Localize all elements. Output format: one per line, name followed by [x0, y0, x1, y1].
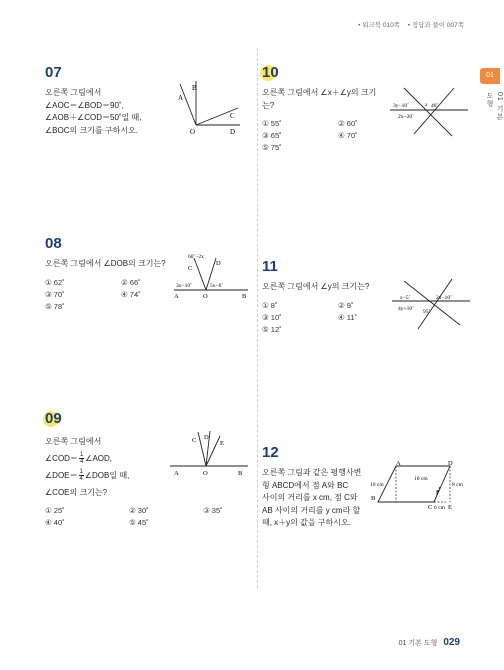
frac-num: 1	[79, 469, 83, 476]
frac-num: 1	[79, 452, 84, 459]
text-line: 오른쪽 그림에서 ∠x＋∠y의 크기	[262, 88, 377, 97]
text-line: 오른쪽 그림과 같은 평행사변	[262, 468, 362, 477]
angle-a: x−5˚	[400, 295, 411, 301]
label-A: A	[174, 470, 179, 477]
text-line: 는?	[262, 100, 275, 110]
label-B: B	[242, 293, 247, 300]
text-line: 오른쪽 그림에서 ∠y의 크기는?	[262, 282, 370, 291]
angle-b: 2x−10˚	[436, 295, 452, 301]
text-segment: ∠DOB일 때,	[84, 471, 130, 480]
length-label: 8 cm	[452, 482, 463, 488]
choice[interactable]: ② 30˚	[129, 506, 149, 515]
problem-number: 12	[262, 444, 279, 461]
label-B: B	[192, 84, 197, 92]
length-label: 10 cm	[370, 482, 384, 488]
choice[interactable]: ④ 74˚	[121, 289, 141, 299]
choice[interactable]: ② 66˚	[121, 277, 141, 287]
figure-11-lines	[390, 275, 472, 333]
label-E: E	[448, 504, 452, 511]
text-line: ∠AOB＋∠COD＝50˚일 때,	[45, 113, 142, 122]
choice[interactable]: ④ 11˚	[338, 312, 358, 322]
side-tab-number: 01	[480, 68, 500, 84]
page-footer	[399, 637, 460, 648]
text-line: 형 ABCD에서 점 A와 BC	[262, 480, 349, 490]
choice[interactable]: ② 9˚	[338, 300, 354, 310]
problem-text	[45, 87, 141, 137]
choice[interactable]: ④ 70˚	[338, 131, 358, 140]
text-line: ∠BOC의 크기를 구하시오.	[45, 125, 138, 135]
text-line: 오른쪽 그림에서 ∠DOB의 크기는?	[45, 259, 166, 268]
label-C: C	[188, 265, 193, 272]
label-E: E	[220, 440, 224, 447]
choice[interactable]: ① 62˚	[45, 277, 65, 287]
label-O: O	[203, 470, 208, 477]
text-segment: ∠DOE＝	[45, 471, 78, 480]
label-C: C	[428, 504, 433, 511]
label-D: D	[204, 434, 209, 441]
text-segment: ∠COD＝	[45, 454, 78, 463]
choice[interactable]: ④ 40˚	[45, 518, 65, 527]
figure-09-rays	[168, 428, 252, 478]
label-A: A	[178, 94, 184, 102]
angle-b: x	[425, 102, 428, 108]
problem-number: 11	[262, 258, 278, 275]
choice[interactable]: ① 25˚	[45, 506, 65, 515]
angle-d: 95˚	[423, 309, 431, 315]
column-divider	[257, 48, 258, 588]
figure-07-rays	[168, 78, 248, 140]
page-number: 029	[443, 637, 460, 648]
choice[interactable]: ① 55˚	[262, 119, 282, 128]
choice[interactable]: ⑤ 12˚	[262, 324, 282, 334]
text-line: 때, x＋y의 값을 구하시오.	[262, 518, 351, 527]
label-C: C	[192, 437, 197, 444]
choice[interactable]: ⑤ 45˚	[129, 518, 149, 527]
figure-10-lines	[388, 84, 470, 138]
text-line: AB 사이의 거리를 y cm라 할	[262, 505, 361, 515]
angle-c: 40˚	[431, 103, 439, 109]
label-F: F	[436, 489, 440, 496]
angle-top: 60˚−2x	[188, 254, 204, 260]
choice[interactable]: ③ 10˚	[262, 312, 282, 322]
problem-text	[262, 467, 361, 530]
side-tab-section: 01 기본 도형	[486, 92, 503, 121]
choice[interactable]: ③ 35˚	[203, 506, 223, 515]
choice[interactable]: ⑤ 75˚	[262, 143, 282, 152]
label-A: A	[174, 293, 179, 300]
label-B: B	[371, 495, 376, 502]
choice[interactable]: ③ 70˚	[45, 289, 65, 299]
figure-12-parallelogram	[370, 458, 470, 518]
choice[interactable]: ③ 65˚	[262, 131, 282, 140]
text-line: 사이의 거리를 x cm, 점 C와	[262, 493, 358, 502]
problem-number: 10	[262, 64, 279, 81]
label-O: O	[203, 293, 208, 300]
angle-a: 3y−10˚	[393, 103, 409, 109]
frac-den: 4	[79, 476, 83, 483]
label-B: B	[238, 470, 243, 477]
label-D: D	[216, 260, 221, 267]
workbook-ref: • 워크북 010쪽	[358, 22, 400, 29]
fraction	[79, 452, 84, 465]
length-label: 6 cm	[434, 505, 445, 511]
angle-d: 2x−20˚	[398, 114, 414, 120]
fraction	[79, 469, 84, 482]
label-D: D	[230, 128, 236, 136]
problem-number: 08	[45, 235, 62, 252]
text-line: 오른쪽 그림에서	[45, 437, 102, 446]
answer-ref: • 정답과 풀이 007쪽	[407, 22, 464, 29]
footer-label: 01 기본 도형	[398, 640, 438, 647]
frac-den: 4	[79, 459, 84, 466]
angle-c: 4y+10˚	[398, 306, 414, 312]
choice[interactable]: ② 60˚	[338, 119, 358, 128]
reference-note	[352, 20, 464, 29]
text-segment: ∠AOD,	[85, 454, 113, 463]
angle-right: 5x−6˚	[210, 283, 224, 289]
angle-left: 3x−10˚	[176, 283, 192, 289]
label-D: D	[448, 460, 453, 467]
label-C: C	[230, 112, 235, 120]
choice[interactable]: ⑤ 78˚	[45, 301, 65, 311]
label-O: O	[190, 128, 196, 136]
figure-08-rays	[170, 250, 252, 302]
choices	[45, 505, 223, 529]
label-A: A	[396, 460, 401, 467]
problem-07	[45, 64, 141, 137]
text-line: 오른쪽 그림에서	[45, 88, 102, 97]
length-label: 10 cm	[414, 476, 428, 482]
text-line: ∠COE의 크기는?	[45, 488, 108, 497]
problem-number: 09	[45, 410, 62, 427]
problem-12	[262, 444, 361, 530]
choice[interactable]: ① 8˚	[262, 300, 278, 310]
problem-number: 07	[45, 64, 62, 81]
text-line: ∠AOC＝∠BOD＝90˚,	[45, 100, 124, 110]
side-tab	[472, 62, 503, 130]
